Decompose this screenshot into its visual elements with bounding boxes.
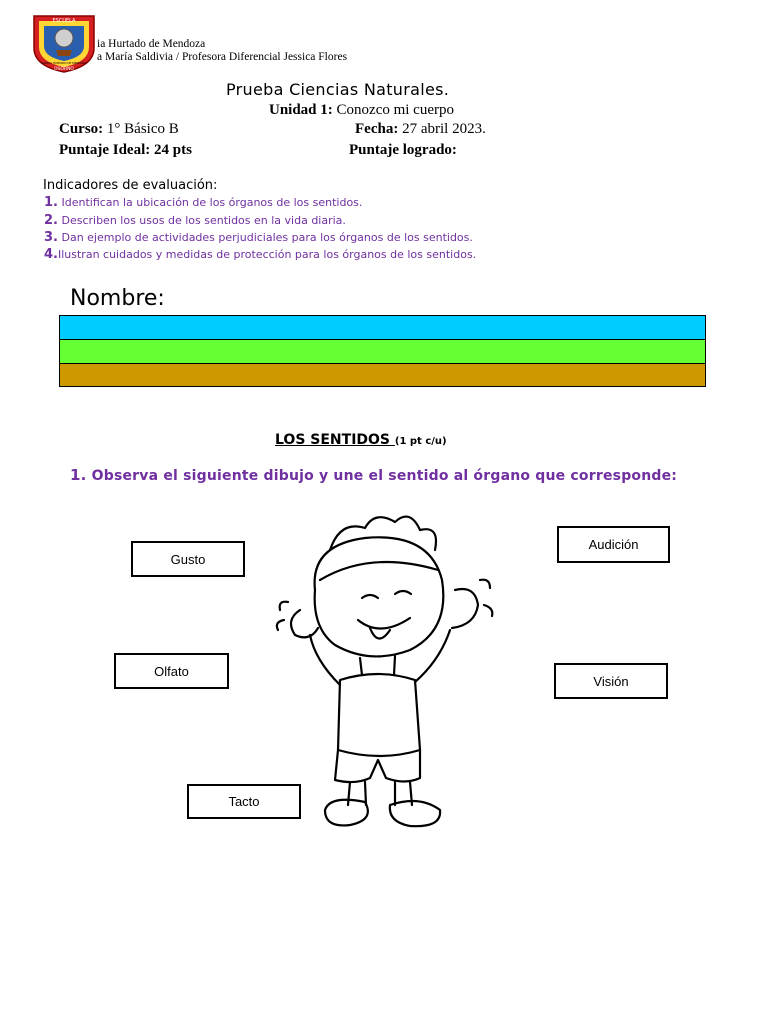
section-heading xyxy=(275,432,447,448)
ideal-label: Puntaje Ideal: xyxy=(59,142,151,158)
indicator-text: Describen los usos de los sentidos en la vida diaria. xyxy=(61,214,346,227)
indicator-number: 4. xyxy=(44,247,58,262)
school-line: ia Hurtado de Mendoza xyxy=(97,38,206,50)
unit-label: Unidad 1: xyxy=(269,102,333,118)
test-title: Prueba Ciencias Naturales. xyxy=(226,80,450,99)
indicator-item xyxy=(44,247,476,262)
boy-illustration xyxy=(270,510,500,840)
indicator-text: Identifican la ubicación de los órganos de los sentidos. xyxy=(61,196,363,209)
sense-vision-box[interactable]: Visión xyxy=(554,663,668,699)
section-title: LOS SENTIDOS xyxy=(275,432,395,448)
achieved-score-line xyxy=(349,142,457,159)
question-text: Observa el siguiente dibujo y une el sentido al órgano que corresponde: xyxy=(91,468,678,484)
teacher-line: a María Saldivia / Profesora Diferencial Jessica Flores xyxy=(97,51,348,63)
sense-audicion-box[interactable]: Audición xyxy=(557,526,670,563)
name-label: Nombre: xyxy=(70,286,165,311)
logo-top-text: ESCUELA xyxy=(52,18,76,24)
unit-value: Conozco mi cuerpo xyxy=(336,102,454,118)
course-label: Curso: xyxy=(59,121,104,137)
name-band-green[interactable] xyxy=(59,339,706,364)
indicator-number: 2. xyxy=(44,213,58,228)
date-label: Fecha: xyxy=(355,121,399,137)
indicator-text: Dan ejemplo de actividades perjudiciales para los órganos de los sentidos. xyxy=(61,231,473,244)
name-band-brown[interactable] xyxy=(59,363,706,387)
indicator-item xyxy=(44,213,346,228)
ideal-score-line xyxy=(59,142,192,159)
school-logo xyxy=(30,12,98,74)
name-band-blue[interactable] xyxy=(59,315,706,340)
indicators-title: Indicadores de evaluación: xyxy=(43,178,218,193)
logo-ribbon-text: GARCIA HURTADO DE MENDOZA xyxy=(41,61,87,65)
sense-tacto-box[interactable]: Tacto xyxy=(187,784,301,819)
ideal-value: 24 pts xyxy=(154,142,192,158)
indicator-item xyxy=(44,195,362,210)
logo-bottom-text: OSORNO xyxy=(54,67,74,72)
indicator-number: 3. xyxy=(44,230,58,245)
course-line xyxy=(59,121,179,138)
course-value: 1° Básico B xyxy=(106,121,179,137)
section-points: (1 pt c/u) xyxy=(394,436,447,447)
sense-olfato-box[interactable]: Olfato xyxy=(114,653,229,689)
indicator-text: Ilustran cuidados y medidas de protección para los órganos de los sentidos. xyxy=(57,248,477,261)
date-value: 27 abril 2023. xyxy=(402,121,486,137)
sense-gusto-box[interactable]: Gusto xyxy=(131,541,245,577)
question-1 xyxy=(70,466,677,484)
unit-line xyxy=(269,102,454,119)
achieved-label: Puntaje logrado: xyxy=(349,142,457,158)
question-number: 1. xyxy=(70,466,87,484)
indicator-item xyxy=(44,230,473,245)
indicator-number: 1. xyxy=(44,195,58,210)
date-line xyxy=(355,121,486,138)
